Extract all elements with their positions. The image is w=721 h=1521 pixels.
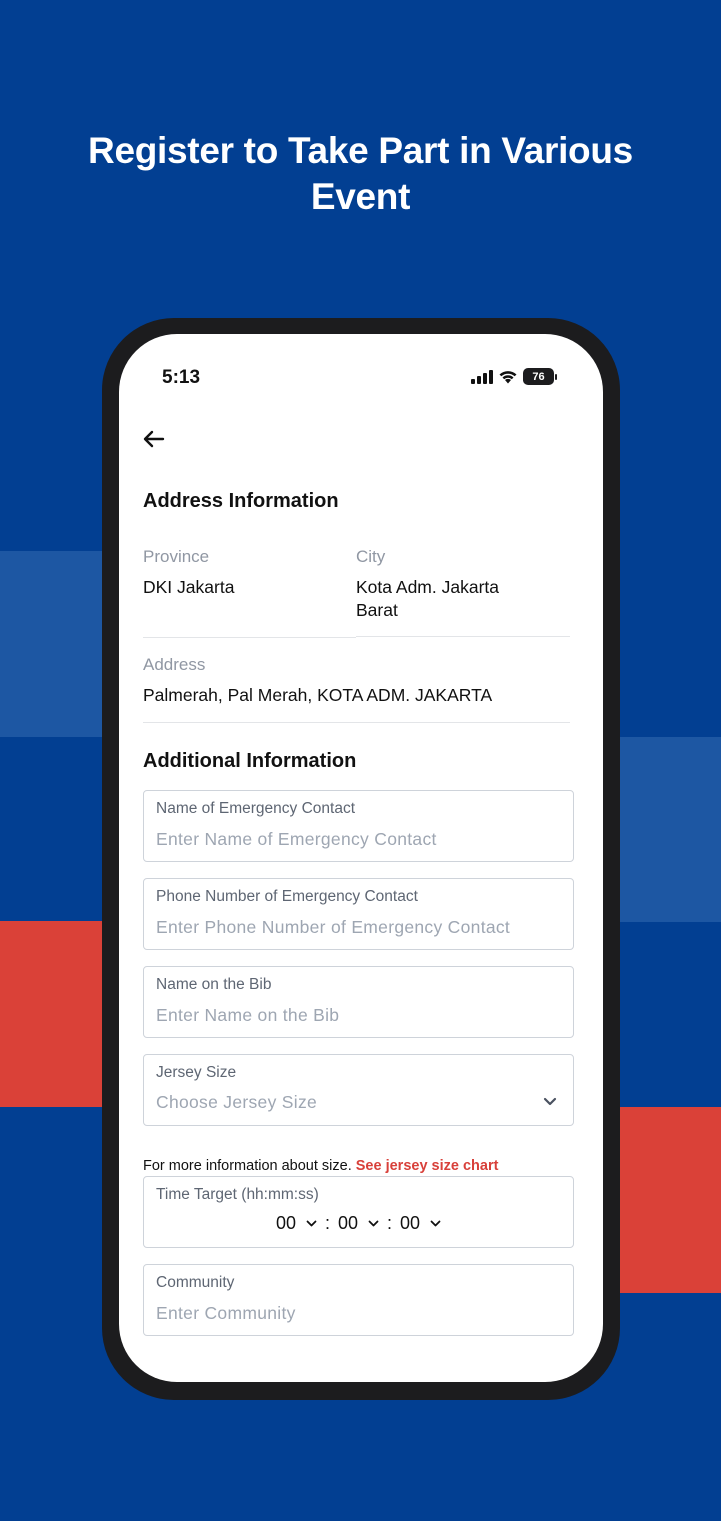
seconds-value: 00 bbox=[400, 1213, 421, 1233]
hours-select[interactable] bbox=[276, 1213, 317, 1234]
chevron-down-icon bbox=[543, 1097, 557, 1107]
jersey-size-chart-link[interactable]: See jersey size chart bbox=[355, 1158, 499, 1174]
signal-icon bbox=[471, 370, 493, 384]
emergency-contact-phone-input[interactable] bbox=[156, 915, 556, 939]
seconds-select[interactable] bbox=[400, 1213, 441, 1234]
province-label: Province bbox=[143, 547, 210, 566]
time-target-field bbox=[143, 1176, 574, 1248]
back-arrow-icon[interactable] bbox=[141, 428, 167, 450]
bib-name-input[interactable] bbox=[156, 1003, 556, 1027]
bib-name-field bbox=[143, 966, 574, 1038]
divider bbox=[143, 722, 570, 723]
divider bbox=[143, 637, 356, 638]
field-label: Name of Emergency Contact bbox=[156, 800, 356, 817]
decor-block-blue-right bbox=[617, 737, 721, 922]
jersey-size-select[interactable] bbox=[143, 1054, 574, 1126]
emergency-contact-phone-field bbox=[143, 878, 574, 950]
emergency-contact-name-field bbox=[143, 790, 574, 862]
size-note-text: For more information about size. bbox=[143, 1158, 352, 1174]
field-label: Time Target (hh:mm:ss) bbox=[156, 1186, 319, 1203]
city-label: City bbox=[356, 547, 386, 566]
minutes-select[interactable] bbox=[338, 1213, 379, 1234]
promo-headline: Register to Take Part in Various Event bbox=[88, 130, 633, 217]
community-input[interactable] bbox=[156, 1301, 556, 1325]
city-value-line2: Barat bbox=[356, 600, 398, 620]
decor-block-blue-left bbox=[0, 551, 104, 737]
hours-value: 00 bbox=[275, 1213, 296, 1233]
additional-section-title: Additional Information bbox=[143, 750, 357, 772]
chevron-down-icon bbox=[430, 1220, 441, 1228]
decor-block-red-right bbox=[617, 1107, 721, 1293]
time-target-picker bbox=[144, 1213, 573, 1234]
time-separator: : bbox=[387, 1213, 393, 1233]
chevron-down-icon bbox=[306, 1220, 317, 1228]
phone-frame bbox=[102, 318, 620, 1400]
field-label: Phone Number of Emergency Contact bbox=[156, 888, 418, 905]
wifi-icon bbox=[498, 369, 518, 384]
community-field bbox=[143, 1264, 574, 1336]
emergency-contact-name-input[interactable] bbox=[156, 827, 556, 851]
time-separator: : bbox=[324, 1213, 330, 1233]
minutes-value: 00 bbox=[337, 1213, 359, 1233]
field-label: Community bbox=[156, 1274, 235, 1291]
jersey-size-placeholder: Choose Jersey Size bbox=[156, 1092, 318, 1112]
phone-screen bbox=[119, 334, 603, 1382]
field-label: Jersey Size bbox=[156, 1064, 237, 1081]
address-section-title: Address Information bbox=[143, 490, 339, 512]
chevron-down-icon bbox=[368, 1220, 379, 1228]
status-icons bbox=[471, 368, 554, 385]
status-time: 5:13 bbox=[162, 367, 201, 388]
divider bbox=[356, 636, 570, 637]
address-value: Palmerah, Pal Merah, KOTA ADM. JAKARTA bbox=[143, 685, 493, 705]
address-label: Address bbox=[143, 655, 206, 674]
decor-block-red-left bbox=[0, 921, 104, 1107]
field-label: Name on the Bib bbox=[156, 976, 272, 993]
battery-icon: 76 bbox=[523, 368, 554, 385]
city-value-line1: Kota Adm. Jakarta bbox=[356, 577, 499, 597]
size-note bbox=[143, 1158, 498, 1174]
province-value: DKI Jakarta bbox=[143, 577, 235, 597]
